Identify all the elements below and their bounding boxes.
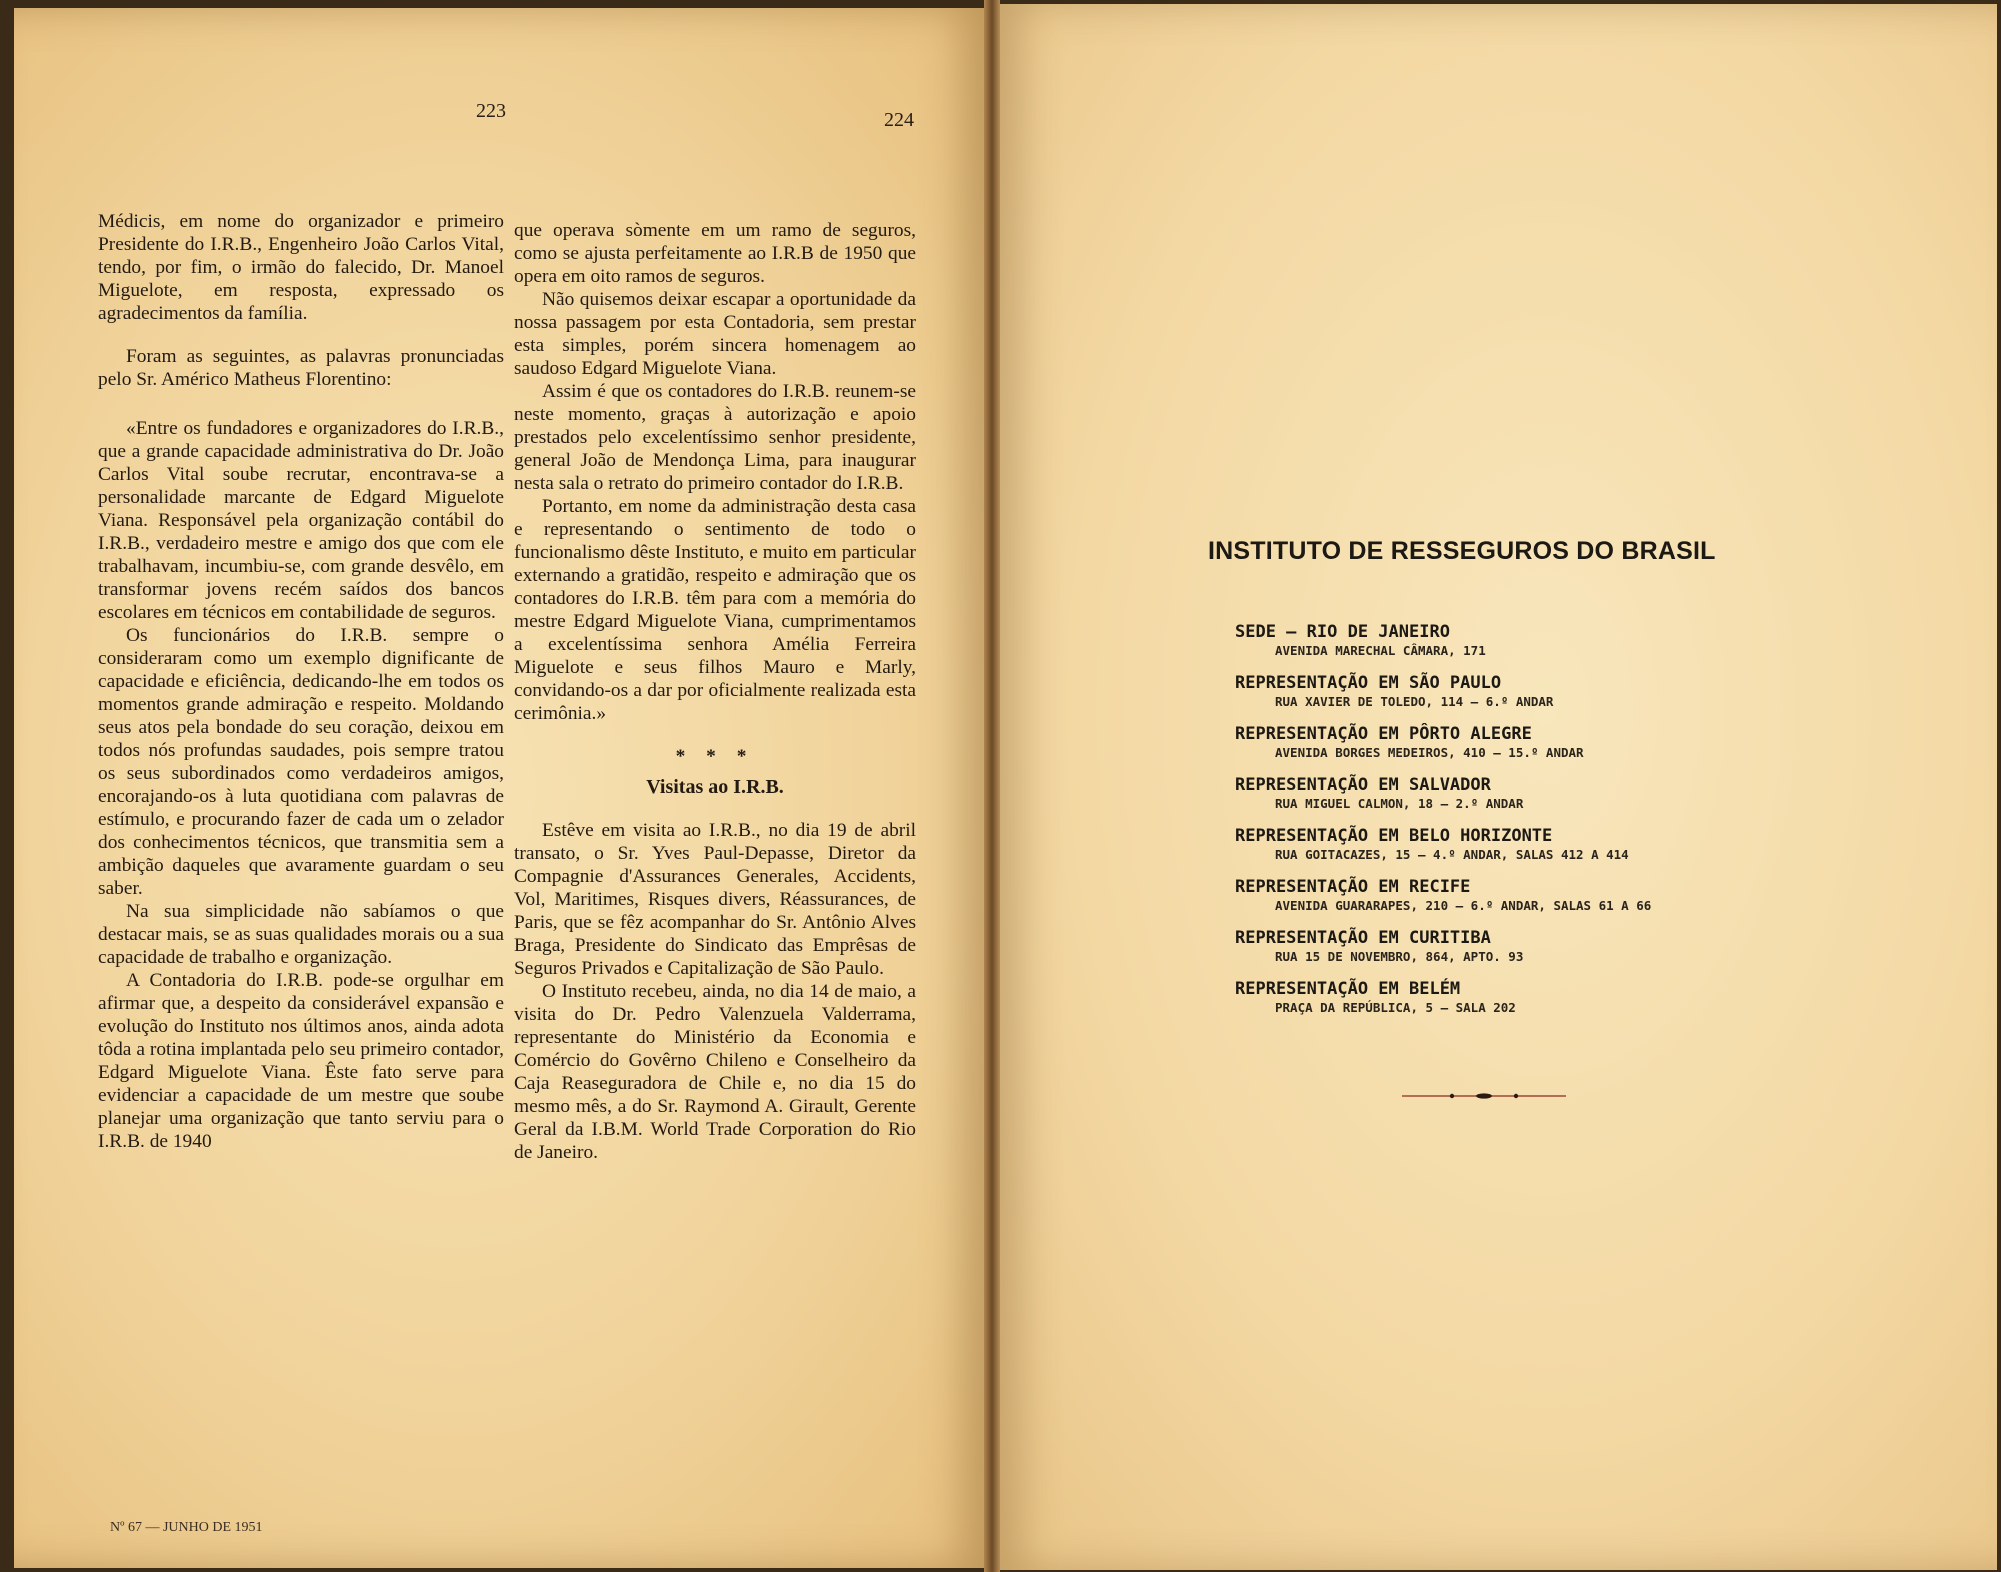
office-address: RUA GOITACAZES, 15 — 4.º ANDAR, SALAS 412 A 414: [1275, 847, 1629, 862]
office-entry: [1235, 928, 1795, 966]
paragraph: O Instituto recebeu, ainda, no dia 14 de maio, a visita do Dr. Pedro Valenzuela Valderrama, representante do Ministério da Economia e Comércio do Govêrno Chileno e Conselheiro da Caja Reaseguradora de Chile e, no dia 15 do mesmo mês, a do Sr. Raymond A. Girault, Gerente Geral da I.B.M. World Trade Corporation do Rio de Janeiro.: [514, 981, 916, 1163]
paragraph: A Contadoria do I.R.B. pode-se orgulhar em afirmar que, a despeito da considerável expansão e evolução do Instituto nos últimos anos, ainda adota tôda a rotina implantada pelo seu primeiro contador, Edgard Miguelote Viana. Êste fato serve para evidenciar a capacidade de um mestre que soube planejar uma organização que tanto serviu para o I.R.B. de 1940: [98, 970, 504, 1152]
institute-title: INSTITUTO DE RESSEGUROS DO BRASIL: [1208, 537, 1716, 565]
office-list: [1235, 622, 1795, 1030]
office-entry: [1235, 673, 1795, 711]
page-number-223: 223: [476, 100, 506, 122]
office-address: AVENIDA GUARARAPES, 210 — 6.º ANDAR, SALAS 61 A 66: [1275, 898, 1652, 913]
paragraph: Na sua simplicidade não sabíamos o que destacar mais, se as suas qualidades morais ou a sua capacidade de trabalho e organização.: [98, 901, 504, 968]
paragraph: «Entre os fundadores e organizadores do I.R.B., que a grande capacidade administrativa do Dr. João Carlos Vital soube recrutar, encontrava-se a personalidade marcante de Edgard Miguelote Viana. Responsável pela organização contábil do I.R.B., verdadeiro mestre e amigo dos que com ele trabalhavam, incumbiu-se, com grande desvêlo, em transformar jovens recém saídos dos bancos escolares em técnicos em contabilidade de seguros.: [98, 418, 504, 623]
paragraph: Estêve em visita ao I.R.B., no dia 19 de abril transato, o Sr. Yves Paul-Depasse, Diretor da Compagnie d'Assurances Generales, Accidents, Vol, Maritimes, Risques divers, Réassurances, de Paris, que se fêz acompanhar do Sr. Antônio Alves Braga, Presidente do Sindicato das Emprêsas de Seguros Privados e Capitalização de São Paulo.: [514, 820, 916, 979]
paragraph: Assim é que os contadores do I.R.B. reunem-se neste momento, graças à autorização e apoio prestados pelo excelentíssimo senhor presidente, general João de Mendonça Lima, para inaugurar nesta sala o retrato do primeiro contador do I.R.B.: [514, 381, 916, 494]
paragraph: que operava sòmente em um ramo de seguros, como se ajusta perfeitamente ao I.R.B de 1950 que opera em oito ramos de seguros.: [514, 220, 916, 287]
office-address: RUA 15 DE NOVEMBRO, 864, APTO. 93: [1275, 949, 1524, 964]
paragraph: Foram as seguintes, as palavras pronunciadas pelo Sr. Américo Matheus Florentino:: [98, 346, 504, 390]
office-address: RUA XAVIER DE TOLEDO, 114 — 6.º ANDAR: [1275, 694, 1554, 709]
paragraph: Os funcionários do I.R.B. sempre o consideraram como um exemplo dignificante de capacidade e eficiência, dedicando-lhe em todos os momentos grande admiração e respeito. Moldando seus atos pela bondade do seu coração, deixou em todos nós profundas saudades, pois sempre tratou os seus subordinados como verdadeiros amigos, encorajando-os à luta quotidiana com palavras de estímulo, e procurando fazer de cada um o zelador dos conhecimentos técnicos, que transmitia sem a ambição daqueles que avaramente guardam o seu saber.: [98, 625, 504, 899]
section-separator: * * *: [675, 746, 755, 767]
office-entry: [1235, 979, 1795, 1017]
paragraph: Médicis, em nome do organizador e primeiro Presidente do I.R.B., Engenheiro João Carlos Vital, tendo, por fim, o irmão do falecido, Dr. Manoel Miguelote, em resposta, expressado os agradecimentos da família.: [98, 211, 504, 324]
office-address: AVENIDA BORGES MEDEIROS, 410 — 15.º ANDAR: [1275, 745, 1584, 760]
office-name: REPRESENTAÇÃO EM CURITIBA: [1235, 928, 1491, 948]
office-name: REPRESENTAÇÃO EM SÃO PAULO: [1235, 673, 1502, 693]
office-address: AVENIDA MARECHAL CÂMARA, 171: [1275, 643, 1486, 658]
office-name: REPRESENTAÇÃO EM BELÉM: [1235, 979, 1461, 999]
office-entry: [1235, 877, 1795, 915]
office-address: PRAÇA DA REPÚBLICA, 5 — SALA 202: [1275, 1000, 1516, 1015]
office-entry: [1235, 622, 1795, 660]
office-address: RUA MIGUEL CALMON, 18 — 2.º ANDAR: [1275, 796, 1524, 811]
ornamental-divider: [1402, 1090, 1566, 1102]
paragraph: Portanto, em nome da administração desta casa e representando o sentimento de todo o funcionalismo dêste Instituto, e muito em particular externando a gratidão, respeito e admiração que os contadores do I.R.B. têm para com a memória do mestre Edgard Miguelote Viana, cumprimentamos a excelentíssima senhora Amélia Ferreira Miguelote e seus filhos Mauro e Marly, convidando-os a dar por oficialmente realizada esta cerimônia.»: [514, 496, 916, 724]
office-name: REPRESENTAÇÃO EM PÔRTO ALEGRE: [1235, 724, 1532, 744]
section-heading: Visitas ao I.R.B.: [646, 776, 784, 798]
office-entry: [1235, 775, 1795, 813]
page-footer: Nº 67 — JUNHO DE 1951: [110, 1520, 263, 1535]
text-column-2: [514, 219, 916, 1164]
office-name: SEDE — RIO DE JANEIRO: [1235, 622, 1450, 642]
page-number-224: 224: [884, 109, 914, 131]
office-entry: [1235, 826, 1795, 864]
book-gutter: [984, 0, 1000, 1572]
office-name: REPRESENTAÇÃO EM BELO HORIZONTE: [1235, 826, 1553, 846]
office-name: REPRESENTAÇÃO EM SALVADOR: [1235, 775, 1491, 795]
office-entry: [1235, 724, 1795, 762]
paragraph: Não quisemos deixar escapar a oportunidade da nossa passagem por esta Contadoria, sem prestar esta simples, porém sincera homenagem ao saudoso Edgard Miguelote Viana.: [514, 289, 916, 379]
text-column-1: [98, 210, 504, 1153]
office-name: REPRESENTAÇÃO EM RECIFE: [1235, 877, 1471, 897]
